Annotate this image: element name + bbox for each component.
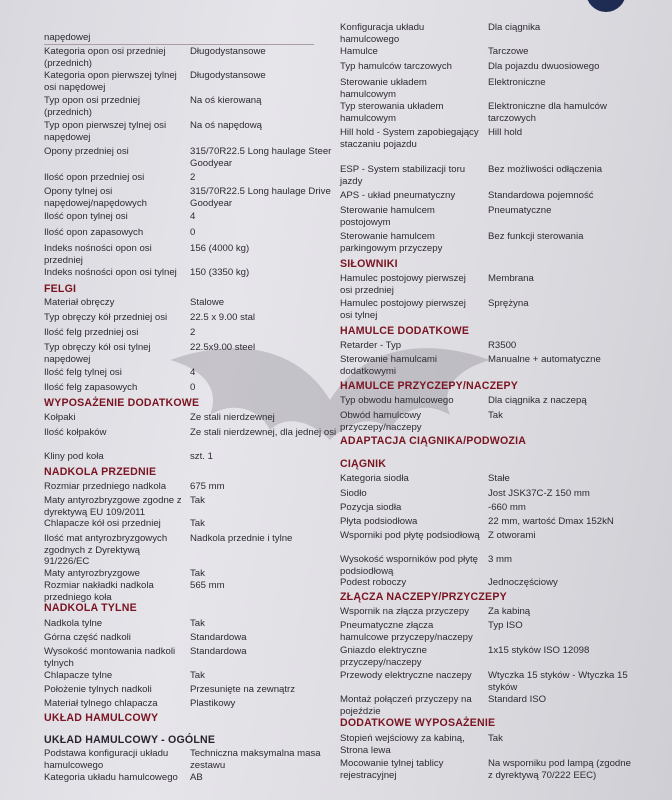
spec-value: Manualne + automatyczne — [488, 354, 601, 365]
spec-value: Standard ISO — [488, 694, 547, 705]
section-title-silowniki: SIŁOWNIKI — [340, 258, 398, 270]
spec-value: Standardowa — [190, 632, 247, 643]
spec-key: Typ obręczy kół osi tylnej napędowej — [44, 342, 151, 365]
spec-key: Górna część nadkoli — [44, 632, 131, 643]
spec-value: 2 — [190, 172, 196, 183]
section-title-hamulce-przyczepy: HAMULCE PRZYCZEPY/NACZEPY — [340, 380, 519, 392]
spec-key: Gniazdo elektryczne przyczepy/naczepy — [340, 645, 427, 668]
spec-key: Chlapacze kół osi przedniej — [44, 518, 161, 529]
spec-key: Ilość felg tylnej osi — [44, 367, 122, 378]
brand-logo-fragment — [586, 0, 626, 12]
section-title-nadkola-przednie: NADKOLA PRZEDNIE — [44, 466, 157, 478]
spec-value: 0 — [190, 227, 196, 238]
spec-value: 565 mm — [190, 580, 225, 591]
spec-key: Ilość opon zapasowych — [44, 227, 144, 238]
spec-value: Tak — [488, 410, 503, 421]
spec-key: Typ hamulców tarczowych — [340, 61, 452, 72]
spec-value: Jednoczęściowy — [488, 577, 558, 588]
spec-key: Opony przedniej osi — [44, 146, 129, 157]
spec-value: Elektroniczne — [488, 77, 546, 88]
spec-value: Nadkola przednie i tylne — [190, 533, 293, 544]
spec-key: Ilość mat antyrozbryzgowych zgodnych z Dyrektywą 91/226/EC — [44, 533, 168, 567]
spec-value: 150 (3350 kg) — [190, 267, 250, 278]
spec-value: Tak — [488, 733, 503, 744]
spec-value: 22.5x9.00 steel — [190, 342, 256, 353]
spec-value: 156 (4000 kg) — [190, 243, 250, 254]
spec-value: -660 mm — [488, 502, 526, 513]
spec-key: Pneumatyczne złącza hamulcowe przyczepy/naczepy — [340, 620, 473, 643]
spec-value: Tak — [190, 495, 205, 506]
spec-value: AB — [190, 772, 203, 783]
spec-key: Hill hold - System zapobiegający staczaniu pojazdu — [340, 127, 479, 150]
spec-key: Siodło — [340, 488, 367, 499]
section-title-zlacza: ZŁĄCZA NACZEPY/PRZYCZEPY — [340, 591, 507, 603]
spec-key: Retarder - Typ — [340, 340, 402, 351]
spec-value: Jost JSK37C-Z 150 mm — [488, 488, 590, 499]
section-title-nadkola-tylne: NADKOLA TYLNE — [44, 602, 137, 614]
spec-key: Pozycja siodła — [340, 502, 402, 513]
spec-key: Nadkola tylne — [44, 618, 103, 629]
section-title-wyposazenie: WYPOSAŻENIE DODATKOWE — [44, 397, 200, 409]
spec-value: 675 mm — [190, 481, 225, 492]
spec-key: Położenie tylnych nadkoli — [44, 684, 152, 695]
spec-key: Montaż połączeń przyczepy na pojeździe — [340, 694, 472, 717]
divider — [44, 44, 314, 45]
spec-key: Typ opon pierwszej tylnej osi napędowej — [44, 120, 167, 143]
spec-value: Standardowa pojemność — [488, 190, 594, 201]
spec-value: szt. 1 — [190, 451, 213, 462]
spec-key: Ilość felg zapasowych — [44, 382, 138, 393]
spec-value: Standardowa — [190, 646, 247, 657]
spec-value: Tak — [190, 568, 205, 579]
spec-key: Obwód hamulcowy przyczepy/naczepy — [340, 410, 422, 433]
spec-value: 315/70R22.5 Long haulage Steer Goodyear — [190, 146, 332, 169]
spec-value: Dla ciągnika z naczepą — [488, 395, 587, 406]
spec-key: Kliny pod koła — [44, 451, 104, 462]
spec-value: Długodystansowe — [190, 70, 266, 81]
spec-value: Bez możliwości odłączenia — [488, 164, 603, 175]
spec-key: Wsporniki pod płytę podsiodłową — [340, 530, 480, 541]
spec-value: Bez funkcji sterowania — [488, 231, 584, 242]
spec-key: Konfiguracja układu hamulcowego — [340, 22, 425, 45]
spec-key: Kategoria układu hamulcowego — [44, 772, 178, 783]
spec-key: Podest roboczy — [340, 577, 407, 588]
spec-value: Tak — [190, 518, 205, 529]
spec-key: Rozmiar nakładki nadkola przedniego koła — [44, 580, 154, 603]
spec-value: Długodystansowe — [190, 46, 266, 57]
spec-key: Podstawa konfiguracji układu hamulcowego — [44, 748, 169, 771]
spec-key: Kategoria opon pierwszej tylnej osi napędowej — [44, 70, 177, 93]
spec-key: Rozmiar przedniego nadkola — [44, 481, 167, 492]
spec-value: Typ ISO — [488, 620, 523, 631]
spec-key: Materiał tylnego chlapacza — [44, 698, 158, 709]
spec-value: Elektroniczne dla hamulców tarczowych — [488, 101, 607, 124]
spec-value: Stałe — [488, 473, 510, 484]
spec-value: Stalowe — [190, 297, 225, 308]
spec-value: Wtyczka 15 styków - Wtyczka 15 styków — [488, 670, 628, 693]
spec-value: 4 — [190, 211, 196, 222]
spec-key: Indeks nośności opon osi tylnej — [44, 267, 177, 278]
section-title-uklad-ogolne: UKŁAD HAMULCOWY - OGÓLNE — [44, 734, 216, 746]
spec-key: Sterowanie hamulcem postojowym — [340, 205, 435, 228]
spec-key: Ilość opon tylnej osi — [44, 211, 128, 222]
spec-key: Wysokość wsporników pod płytę podsiodłową — [340, 554, 479, 577]
spec-key: Typ opon osi przedniej (przednich) — [44, 95, 140, 118]
section-title-hamulce-dodatkowe: HAMULCE DODATKOWE — [340, 325, 470, 337]
spec-value: 22 mm, wartość Dmax 152kN — [488, 516, 614, 527]
spec-key: napędowej — [44, 32, 91, 43]
spec-value: Pneumatyczne — [488, 205, 552, 216]
spec-key: Maty antyrozbryzgowe zgodne z dyrektywą EU 109/2011 — [44, 495, 182, 518]
section-title-dodatkowe-wyposazenie: DODATKOWE WYPOSAŻENIE — [340, 717, 496, 729]
spec-value: Na wsporniku pod lampą (zgodne z dyrektywą 70/222 EEC) — [488, 758, 631, 781]
spec-value: Ze stali nierdzewnej — [190, 412, 275, 423]
spec-key: Hamulec postojowy pierwszej osi tylnej — [340, 298, 466, 321]
spec-value: Dla ciągnika — [488, 22, 541, 33]
spec-value: Sprężyna — [488, 298, 529, 309]
spec-key: Ilość felg przedniej osi — [44, 327, 139, 338]
spec-key: Wysokość montowania nadkoli tylnych — [44, 646, 176, 669]
spec-value: Na oś kierowaną — [190, 95, 262, 106]
spec-key: Typ obręczy kół przedniej osi — [44, 312, 168, 323]
spec-key: Kategoria opon osi przedniej (przednich) — [44, 46, 166, 69]
spec-value: Za kabiną — [488, 606, 531, 617]
spec-key: Hamulce — [340, 46, 378, 57]
spec-key: Kołpaki — [44, 412, 76, 423]
spec-value: R3500 — [488, 340, 517, 351]
spec-value: Tarczowe — [488, 46, 529, 57]
spec-value: 22.5 x 9.00 stal — [190, 312, 256, 323]
spec-key: Typ obwodu hamulcowego — [340, 395, 454, 406]
section-title-ciagnik: CIĄGNIK — [340, 458, 387, 470]
spec-value: 3 mm — [488, 554, 512, 565]
spec-value: Tak — [190, 618, 205, 629]
spec-key: Mocowanie tylnej tablicy rejestracyjnej — [340, 758, 444, 781]
spec-key: Sterowanie układem hamulcowym — [340, 77, 427, 100]
spec-key: Ilość opon przedniej osi — [44, 172, 145, 183]
spec-key: APS - układ pneumatyczny — [340, 190, 456, 201]
spec-value: 2 — [190, 327, 196, 338]
spec-value: Plastikowy — [190, 698, 236, 709]
spec-key: ESP - System stabilizacji toru jazdy — [340, 164, 466, 187]
spec-key: Kategoria siodła — [340, 473, 409, 484]
spec-value: Ze stali nierdzewnej, dla jednej osi — [190, 427, 337, 438]
spec-key: Hamulec postojowy pierwszej osi przedniej — [340, 273, 466, 296]
spec-value: Przesunięte na zewnątrz — [190, 684, 296, 695]
spec-key: Sterowanie hamulcem parkingowym przyczepy — [340, 231, 443, 254]
spec-key: Maty antyrozbryzgowe — [44, 568, 140, 579]
section-title-felgi: FELGI — [44, 283, 77, 295]
spec-value: Hill hold — [488, 127, 523, 138]
spec-key: Opony tylnej osi napędowej/napędowych — [44, 186, 147, 209]
spec-value: 4 — [190, 367, 196, 378]
spec-key: Stopień wejściowy za kabiną, Strona lewa — [340, 733, 465, 756]
spec-key: Ilość kołpaków — [44, 427, 107, 438]
spec-key: Indeks nośności opon osi przedniej — [44, 243, 152, 266]
spec-value: 1x15 styków ISO 12098 — [488, 645, 590, 656]
spec-value: Z otworami — [488, 530, 536, 541]
spec-key: Sterowanie hamulcami dodatkowymi — [340, 354, 438, 377]
spec-key: Chlapacze tylne — [44, 670, 113, 681]
spec-value: 315/70R22.5 Long haulage Drive Goodyear — [190, 186, 331, 209]
spec-key: Przewody elektryczne naczepy — [340, 670, 472, 681]
spec-key: Wspornik na złącza przyczepy — [340, 606, 470, 617]
spec-value: Techniczna maksymalna masa zestawu — [190, 748, 321, 771]
spec-key: Materiał obręczy — [44, 297, 115, 308]
spec-value: Tak — [190, 670, 205, 681]
section-title-uklad-hamulcowy: UKŁAD HAMULCOWY — [44, 712, 159, 724]
spec-value: Na oś napędową — [190, 120, 263, 131]
spec-value: Membrana — [488, 273, 534, 284]
spec-value: 0 — [190, 382, 196, 393]
section-title-adaptacja: ADAPTACJA CIĄGNIKA/PODWOZIA — [340, 435, 527, 447]
spec-value: Dla pojazdu dwuosiowego — [488, 61, 600, 72]
spec-key: Płyta podsiodłowa — [340, 516, 418, 527]
spec-key: Typ sterowania układem hamulcowym — [340, 101, 444, 124]
